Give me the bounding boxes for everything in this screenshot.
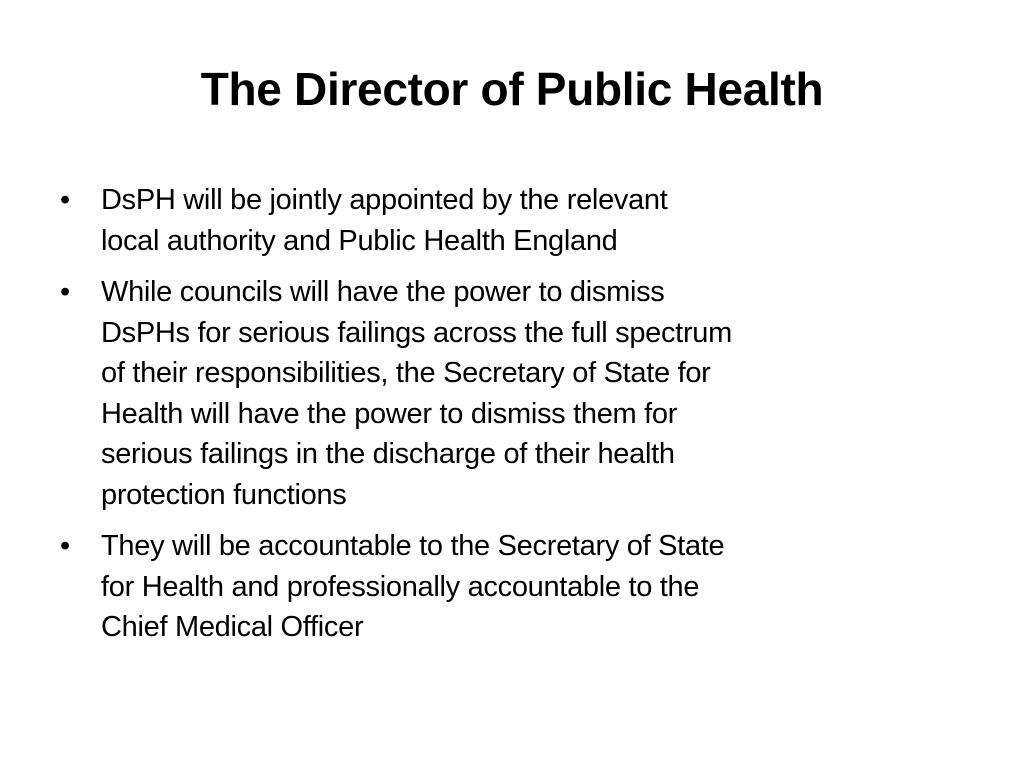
bullet-text: They will be accountable to the Secretary of State for Health and professionally accountable to the Chief Medical Officer — [101, 530, 725, 643]
bullet-dot-icon: • — [60, 276, 70, 308]
bullet-dot-icon: • — [60, 530, 70, 562]
bullet-list — [60, 180, 980, 659]
bullet-item — [60, 526, 980, 648]
bullet-item — [60, 180, 980, 261]
bullet-text: DsPH will be jointly appointed by the relevant local authority and Public Health England — [101, 184, 668, 257]
slide-title: The Director of Public Health — [200, 63, 824, 115]
bullet-item — [60, 272, 980, 515]
bullet-text: While councils will have the power to dismiss DsPHs for serious failings across the full spectrum of their responsibilities, the Secretary of State for Health will have the power to dismiss them for serious failings in the discharge of their health protection functions — [101, 276, 732, 511]
bullet-dot-icon: • — [60, 184, 70, 216]
